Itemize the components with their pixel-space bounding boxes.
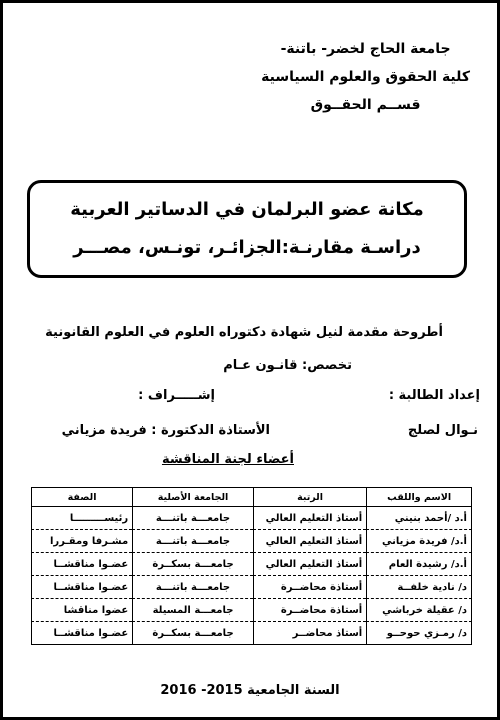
member-rank: أستاذ التعليم العالي — [253, 529, 366, 552]
member-role: عضـوا مناقشــا — [31, 552, 132, 575]
academic-year: السنة الجامعية 2015- 2016 — [160, 683, 340, 698]
top-border — [0, 0, 500, 3]
member-role: رئيســـــــــا — [31, 507, 132, 529]
member-name: أ.د/ رشيدة العام — [366, 552, 472, 575]
supervision-label: إشـــــراف : — [138, 388, 215, 403]
member-rank: أستاذ التعليم العالي — [253, 507, 366, 529]
member-university: جامعـــة باتنـــة — [132, 507, 253, 529]
member-rank: أستاذة محاضــرة — [253, 575, 366, 598]
member-university: جامعـــة المسيلة — [132, 598, 253, 621]
member-university: جامعـــة بسكــرة — [132, 552, 253, 575]
member-role: مشـرفا ومقـررا — [31, 529, 132, 552]
department-name: قســم الحقــوق — [310, 97, 421, 113]
col-header-role: الصفة — [31, 488, 132, 507]
member-role: عضوا مناقشا — [31, 598, 132, 621]
table-row — [31, 575, 472, 598]
member-name: د/ نادية خلفــة — [366, 575, 472, 598]
table-header-row — [31, 488, 472, 507]
student-name: نـوال لصلج — [407, 423, 478, 438]
header-block — [0, 40, 470, 114]
thesis-subtitle: دراسـة مقارنـة:الجزائـر، تونـس، مصـــر — [73, 237, 421, 258]
member-university: جامعـــة باتنـــة — [132, 529, 253, 552]
committee-title: أعضاء لجنة المناقشة — [161, 452, 294, 467]
member-name: أ.د/ فريدة مزياني — [366, 529, 472, 552]
table-row — [31, 598, 472, 621]
committee-table — [31, 487, 472, 645]
faculty-name: كلية الحقوق والعلوم السياسية — [261, 69, 470, 85]
member-rank: أستاذ محاضــر — [253, 621, 366, 644]
table-row — [31, 529, 472, 552]
member-university: جامعـــة باتنـــة — [132, 575, 253, 598]
prepared-by-label: إعداد الطالبة : — [388, 388, 480, 403]
member-rank: أستاذة محاضــرة — [253, 598, 366, 621]
thesis-note: أطروحة مقدمة لنيل شهادة دكتوراه العلوم في العلوم القانونية — [45, 325, 443, 340]
table-row — [31, 507, 472, 529]
member-name: أ.د /أحمد بنيني — [366, 507, 472, 529]
table-row — [31, 621, 472, 644]
table-row — [31, 552, 472, 575]
university-name: جامعة الحاج لخضر- باتنة- — [280, 41, 451, 57]
member-university: جامعـــة بسكــرة — [132, 621, 253, 644]
member-role: عضـوا مناقشــا — [31, 575, 132, 598]
thesis-title: مكانة عضو البرلمان في الدساتير العربية — [70, 199, 424, 220]
thesis-title-box — [27, 180, 467, 278]
header-lines — [261, 40, 470, 114]
supervisor-name: الأستاذة الدكتورة : فريدة مزياني — [61, 423, 270, 438]
member-rank: أستاذ التعليم العالي — [253, 552, 366, 575]
col-header-name: الاسم واللقب — [366, 488, 472, 507]
member-name: د/ رمـزي حوحــو — [366, 621, 472, 644]
member-name: د/ عقيلة خرباشي — [366, 598, 472, 621]
specialty: تخصص: قانـون عـام — [223, 358, 352, 373]
member-role: عضـوا مناقشــا — [31, 621, 132, 644]
col-header-university: الجامعة الأصلية — [132, 488, 253, 507]
col-header-rank: الرتبة — [253, 488, 366, 507]
